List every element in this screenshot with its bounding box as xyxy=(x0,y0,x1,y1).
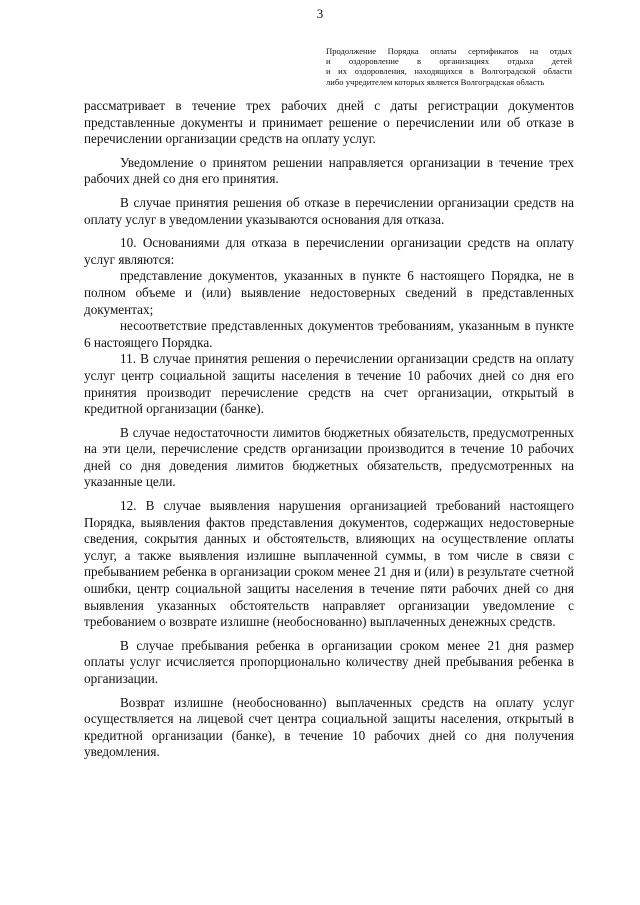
paragraph: Уведомление о принятом решении направляется организации в течение трех рабочих дней со дня его принятия. xyxy=(84,154,574,187)
paragraph: 10. Основаниями для отказа в перечислении организации средств на оплату услуг являются: xyxy=(84,235,574,267)
running-header-line: и оздоровление в организациях отдыха детей xyxy=(326,56,572,67)
running-header-line: либо учредителем которых является Волгоградская область xyxy=(326,76,545,87)
paragraph: представление документов, указанных в пункте 6 настоящего Порядка, не в полном объеме и (или) выявление недостоверных сведений в представленных документах; xyxy=(84,268,574,317)
paragraph: В случае пребывания ребенка в организации сроком менее 21 дня размер оплаты услуг исчисляется пропорционально количеству дней пребывания ребенка в организации. xyxy=(84,637,574,686)
running-header-line: и их оздоровления, находящихся в Волгоградской области xyxy=(326,66,572,77)
paragraph: Возврат излишне (необоснованно) выплаченных средств на оплату услуг осуществляется на лицевой счет центра социальной защиты населения, открытый в кредитной организации (банке), в течение 10 рабочих дней со дня получения уведомления. xyxy=(84,694,574,760)
paragraph: 11. В случае принятия решения о перечислении организации средств на оплату услуг центр социальной защиты населения в течение 10 рабочих дней со дня его принятия производит перечисление средств на счет организации, открытый в кредитной организации (банке). xyxy=(84,351,574,417)
paragraph: В случае недостаточности лимитов бюджетных обязательств, предусмотренных на эти цели, перечисление средств организации производится в течение 10 рабочих дней со дня доведения лимитов бюджетных обязательств, предусмотренных на указанные цели. xyxy=(84,424,574,490)
paragraph: В случае принятия решения об отказе в перечислении организации средств на оплату услуг в уведомлении указываются основания для отказа. xyxy=(84,194,574,227)
document-body xyxy=(84,98,574,761)
paragraph: рассматривает в течение трех рабочих дней с даты регистрации документов представленные документы и принимает решение о перечислении или об отказе в перечислении организации средств на оплату услуг. xyxy=(84,98,574,147)
running-header xyxy=(326,46,572,87)
page-number: 3 xyxy=(316,6,324,21)
paragraph: несоответствие представленных документов требованиям, указанным в пункте 6 настоящего Порядка. xyxy=(84,318,574,350)
paragraph: 12. В случае выявления нарушения организацией требований настоящего Порядка, выявления фактов представления документов, содержащих недостоверные сведения, сокрытия данных и обстоятельств, влияющих на осуществление оплаты услуг, а также выявления излишне выплаченной суммы, в том числе в связи с пребыванием ребенка в организации сроком менее 21 дня и (или) в результате счетной ошибки, центр социальной защиты населения в течение пяти рабочих дней со дня выявления указанных обстоятельств направляет организации уведомление с требованием о возврате излишне (необоснованно) выплаченных денежных средств. xyxy=(84,498,574,630)
running-header-line: Продолжение Порядка оплаты сертификатов на отдых xyxy=(326,46,572,56)
